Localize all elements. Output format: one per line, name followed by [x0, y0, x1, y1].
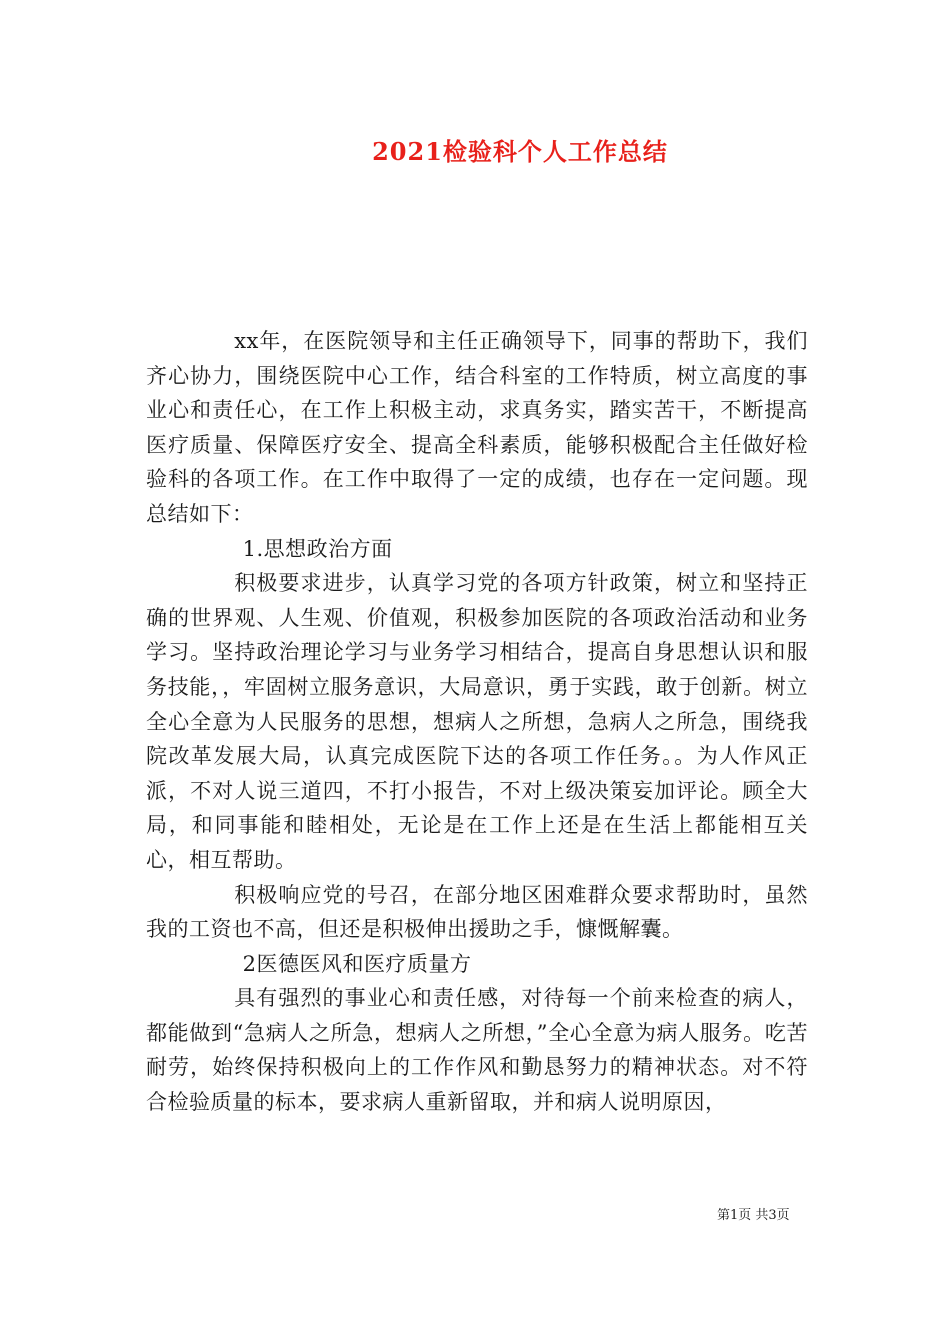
paragraph-ethics: 具有强烈的事业心和责任感，对待每一个前来检查的病人，都能做到“急病人之所急，想病人之所想，”全心全意为病人服务。吃苦耐劳，始终保持积极向上的工作作风和勤恳努力的精神状态。对不符合检验质量的标本，要求病人重新留取，并和病人说明原因， — [146, 986, 808, 1115]
paragraph-intro: xx年，在医院领导和主任正确领导下，同事的帮助下，我们齐心协力，围绕医院中心工作，结合科室的工作特质，树立高度的事业心和责任心，在工作上积极主动，求真务实，踏实苦干，不断提高医疗质量、保障医疗安全、提高全科素质，能够积极配合主任做好检验科的各项工作。在工作中取得了一定的成绩，也存在一定问题。现总结如下： — [146, 329, 808, 526]
section-heading-politics: 1.思想政治方面 — [242, 536, 393, 561]
document-title: 2021检验科个人工作总结 — [372, 137, 668, 166]
page-number-footer: 第1页 共3页 — [717, 1208, 790, 1223]
document-body — [146, 324, 808, 1120]
paragraph-donation: 积极响应党的号召，在部分地区困难群众要求帮助时，虽然我的工资也不高，但还是积极伸出援助之手，慷慨解囊。 — [146, 882, 808, 942]
paragraph-politics: 积极要求进步，认真学习党的各项方针政策，树立和坚持正确的世界观、人生观、价值观，积极参加医院的各项政治活动和业务学习。坚持政治理论学习与业务学习相结合，提高自身思想认识和服务技能，，牢固树立服务意识，大局意识，勇于实践，敢于创新。树立全心全意为人民服务的思想，想病人之所想，急病人之所急，围绕我院改革发展大局，认真完成医院下达的各项工作任务。。为人作风正派，不对人说三道四，不打小报告，不对上级决策妄加评论。顾全大局，和同事能和睦相处，无论是在工作上还是在生活上都能相互关心，相互帮助。 — [146, 571, 808, 872]
section-heading-ethics: 2医德医风和医疗质量方 — [242, 951, 472, 976]
